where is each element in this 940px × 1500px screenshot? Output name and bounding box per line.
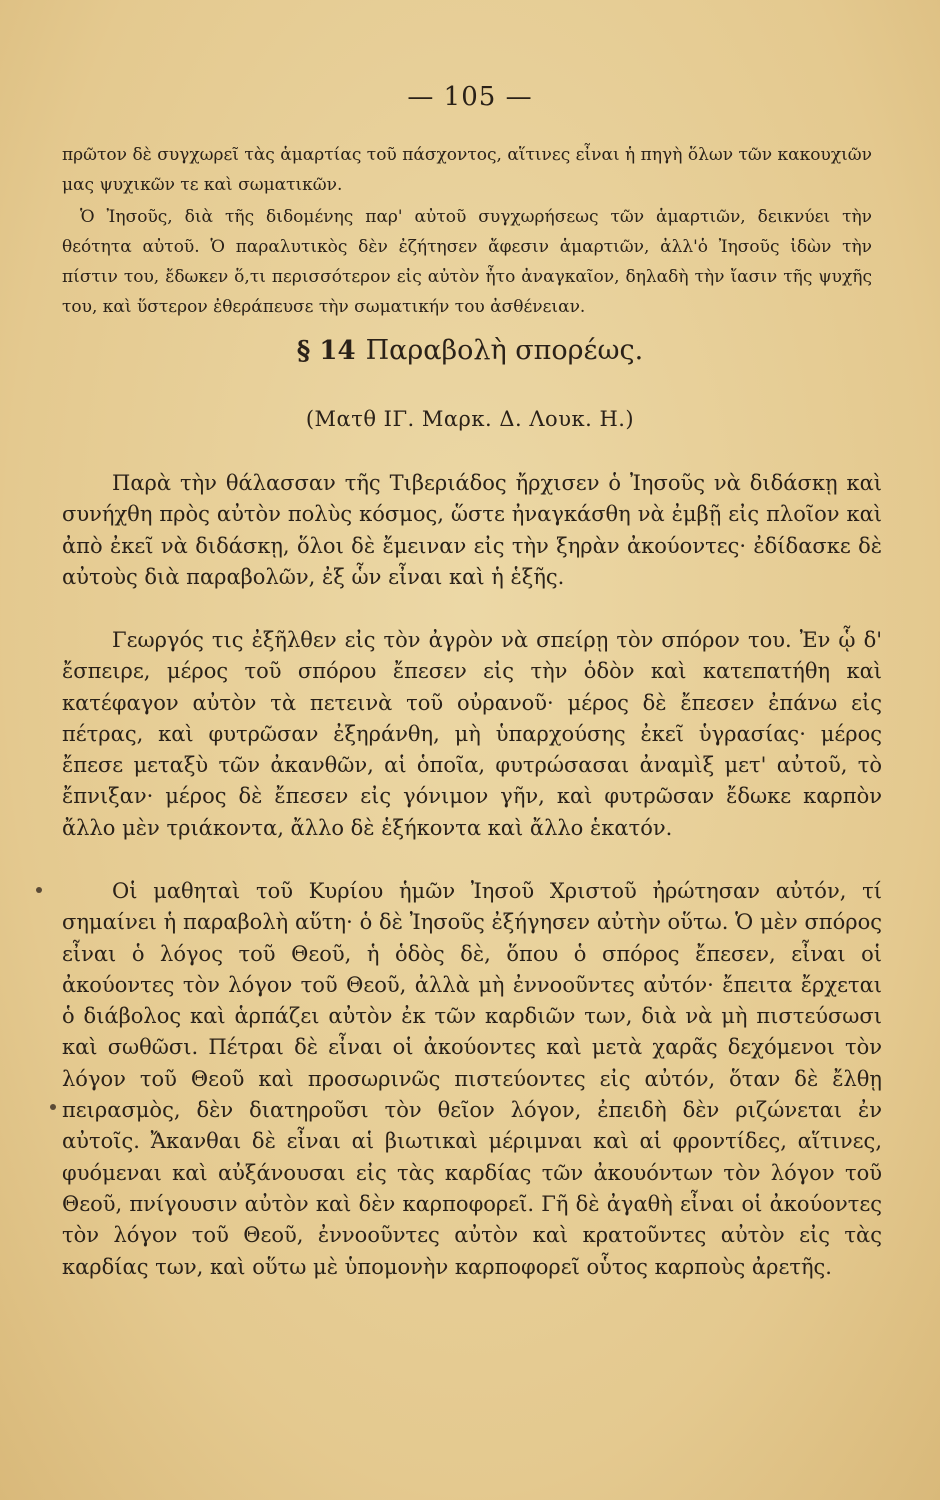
paragraph-continuation: πρῶτον δὲ συγχωρεῖ τὰς ἁμαρτίας τοῦ πάσχοντος, αἵτινες εἶναι ἡ πηγὴ ὅλων τῶν κακουχιῶν μας ψυχικῶν τε καὶ σωματικῶν. — [62, 145, 872, 195]
margin-mark — [50, 1104, 56, 1110]
section-title: Παραβολὴ σπορέως. — [365, 335, 644, 366]
paragraph-explanation: Οἱ μαθηταὶ τοῦ Κυρίου ἡμῶν Ἰησοῦ Χριστοῦ ἠρώτησαν αὐτόν, τί σημαίνει ἡ παραβολὴ αὕτη· ὁ δὲ Ἰησοῦς ἐξήγησεν αὐτὴν οὕτω. Ὁ μὲν σπόρος εἶναι ὁ λόγος τοῦ Θεοῦ, ἡ ὁδὸς δὲ, ὅπου ὁ σπόρος ἔπεσεν, εἶναι οἱ ἀκούοντες τὸν λόγον τοῦ Θεοῦ, ἀλλὰ μὴ ἐννοοῦντες αὐτόν· ἔπειτα ἔρχεται ὁ διάβολος καὶ ἁρπάζει αὐτὸν ἐκ τῶν καρδιῶν των, διὰ νὰ μὴ πιστεύσωσι καὶ σωθῶσι. Πέτραι δὲ εἶναι οἱ ἀκούοντες καὶ μετὰ χαρᾶς δεχόμενοι τὸν λόγον τοῦ Θεοῦ καὶ προσωρινῶς πιστεύοντες εἰς αὐτόν, ὅταν δὲ ἔλθῃ πειρασμὸς, δὲν διατηροῦσι τὸν θεῖον λόγον, ἐπειδὴ δὲν ριζώνεται ἐν αὐτοῖς. Ἄκανθαι δὲ εἶναι αἱ βιωτικαὶ μέριμναι καὶ αἱ φροντίδες, αἵτινες, φυόμεναι καὶ αὐξάνουσαι εἰς τὰς καρδίας τῶν ἀκουόντων τὸν λόγον τοῦ Θεοῦ, πνίγουσιν αὐτὸν καὶ δὲν καρποφορεῖ. Γῆ δὲ ἀγαθὴ εἶναι οἱ ἀκούοντες τὸν λόγον τοῦ Θεοῦ, ἐννοοῦντες αὐτὸν καὶ κρατοῦντες αὐτὸν εἰς τὰς καρδίας των, καὶ οὕτω μὲ ὑπομονὴν καρποφορεῖ οὗτος καρποὺς ἀρετῆς. — [62, 879, 882, 1279]
section-number: § 14 — [296, 336, 356, 366]
section-heading — [0, 335, 940, 366]
paragraph-sower-parable: Γεωργός τις ἐξῆλθεν εἰς τὸν ἀγρὸν νὰ σπείρῃ τὸν σπόρον του. Ἐν ᾧ δ' ἔσπειρε, μέρος τοῦ σπόρου ἔπεσεν εἰς τὴν ὁδὸν καὶ κατεπατήθη καὶ κατέφαγον αὐτὸν τὰ πετεινὰ τοῦ οὐρανοῦ· μέρος δὲ ἔπεσεν ἐπάνω εἰς πέτρας, καὶ φυτρῶσαν ἐξηράνθη, μὴ ὑπαρχούσης ἐκεῖ ὑγρασίας· μέρος ἔπεσε μεταξὺ τῶν ἀκανθῶν, αἱ ὁποῖα, φυτρώσασαι ἀναμὶξ μετ' αὐτοῦ, τὸ ἔπνιξαν· μέρος δὲ ἔπεσεν εἰς γόνιμον γῆν, καὶ φυτρῶσαν ἔδωκε καρπὸν ἄλλο μὲν τριάκοντα, ἄλλο δὲ ἑξήκοντα καὶ ἄλλο ἑκατόν. — [62, 628, 882, 840]
scripture-reference: (Ματθ ΙΓ. Μαρκ. Δ. Λουκ. Η.) — [305, 407, 635, 431]
paragraph-tiberias: Παρὰ τὴν θάλασσαν τῆς Τιβεριάδος ἤρχισεν ὁ Ἰησοῦς νὰ διδάσκῃ καὶ συνήχθη πρὸς αὐτὸν πολὺς κόσμος, ὥστε ἠναγκάσθη νὰ ἐμβῇ εἰς πλοῖον καὶ ἀπὸ ἐκεῖ νὰ διδάσκῃ, ὅλοι δὲ ἔμειναν εἰς τὴν ξηρὰν ἀκούοντες· ἐδίδασκε δὲ αὐτοὺς διὰ παραβολῶν, ἐξ ὧν εἶναι καὶ ἡ ἑξῆς. — [62, 471, 882, 589]
paragraph-paralytic: Ὁ Ἰησοῦς, διὰ τῆς διδομένης παρ' αὐτοῦ συγχωρήσεως τῶν ἁμαρτιῶν, δεικνύει τὴν θεότητα αὐτοῦ. Ὁ παραλυτικὸς δὲν ἐζήτησεν ἄφεσιν ἁμαρτιῶν, ἀλλ'ὁ Ἰησοῦς ἰδὼν τὴν πίστιν του, ἔδωκεν ὅ,τι περισσότερον εἰς αὐτὸν ἦτο ἀναγκαῖον, δηλαδὴ τὴν ἴασιν τῆς ψυχῆς του, καὶ ὕστερον ἐθεράπευσε τὴν σωματικήν του ἀσθένειαν. — [62, 207, 872, 317]
margin-mark — [36, 887, 42, 893]
page-number: — 105 — — [407, 82, 533, 112]
